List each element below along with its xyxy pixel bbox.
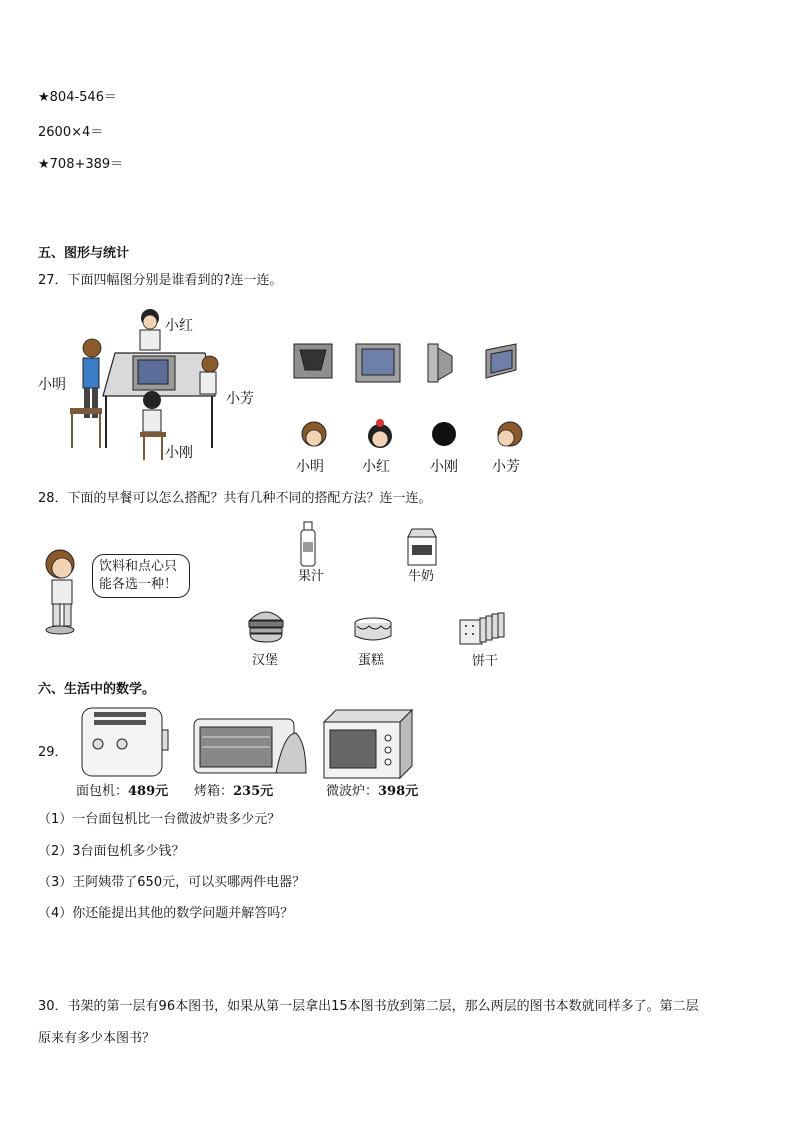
scene-label-xiaohong: 小红 [165,318,193,334]
snack-label-hamburger: 汉堡 [252,653,279,668]
xiaohong-head-icon [368,419,392,448]
q29-sub-4: （4）你还能提出其他的数学问题并解答吗？ [38,906,294,921]
drink-label-milk: 牛奶 [408,569,435,584]
toaster-price: 489元 [128,784,169,799]
toaster-icon [78,704,170,778]
answer-label-3: 小刚 [430,459,458,475]
child-heads [300,418,530,454]
q27-scene-illustration [40,298,270,468]
q29-sub-1: （1）一台面包机比一台微波炉贵多少元？ [38,812,281,827]
q29-number: 29． [38,745,68,760]
monitor-back-view-icon [294,344,332,378]
scene-label-xiaoming: 小明 [38,377,66,393]
equation-1: ★804-546＝ [38,90,117,105]
q27-text: 27．下面四幅图分别是谁看到的?连一连。 [38,273,283,288]
toaster-name: 面包机： [76,784,129,799]
appliance-oven [194,784,273,800]
hamburger-icon [246,604,286,644]
oven-icon [192,713,310,777]
drink-label-juice: 果汁 [298,569,325,584]
section-6-title: 六、生活中的数学。 [38,682,156,697]
q30-line-1: 30．书架的第一层有96本图书，如果从第一层拿出15本图书放到第二层，那么两层的图书本数就同样多了。第二层 [38,999,699,1014]
monitor-views [290,340,520,385]
scene-label-xiaogang: 小刚 [165,445,193,461]
juice-bottle-icon [298,520,318,568]
xiaofang-head-icon [498,422,522,446]
monitor-angled-view-icon [486,344,516,378]
equation-3: ★708+389＝ [38,157,124,172]
monitor-front-view-icon [356,344,400,382]
speech-line-2: 能各选一种！ [99,577,178,592]
scene-label-xiaofang: 小芳 [226,391,254,407]
answer-label-2: 小红 [362,459,390,475]
microwave-name: 微波炉： [326,784,379,799]
oven-name: 烤箱： [194,784,234,799]
biscuit-icon [458,612,512,646]
snack-label-cake: 蛋糕 [358,653,385,668]
answer-label-1: 小明 [296,459,324,475]
answer-label-4: 小芳 [492,459,520,475]
oven-price: 235元 [233,784,274,799]
xiaogang-head-icon [432,422,456,446]
speech-bubble [92,554,190,598]
q29-sub-2: （2）3台面包机多少钱？ [38,844,185,859]
cake-icon [353,616,393,644]
appliance-microwave [326,784,418,800]
speech-line-1: 饮料和点心只 [99,559,178,574]
boy-thinking-illustration [38,546,93,636]
q30-line-2: 原来有多少本图书？ [38,1031,156,1046]
q28-text: 28．下面的早餐可以怎么搭配？共有几种不同的搭配方法？连一连。 [38,491,432,506]
section-5-title: 五、图形与统计 [38,246,130,261]
microwave-price: 398元 [378,784,419,799]
xiaoming-head-icon [302,422,326,446]
microwave-icon [322,708,414,780]
milk-carton-icon [406,527,438,567]
snack-label-biscuit: 饼干 [472,654,499,669]
q29-sub-3: （3）王阿姨带了650元，可以买哪两件电器？ [38,875,306,890]
appliance-toaster [76,784,168,800]
equation-2: 2600×4＝ [38,125,104,140]
monitor-side-view-icon [428,344,452,382]
